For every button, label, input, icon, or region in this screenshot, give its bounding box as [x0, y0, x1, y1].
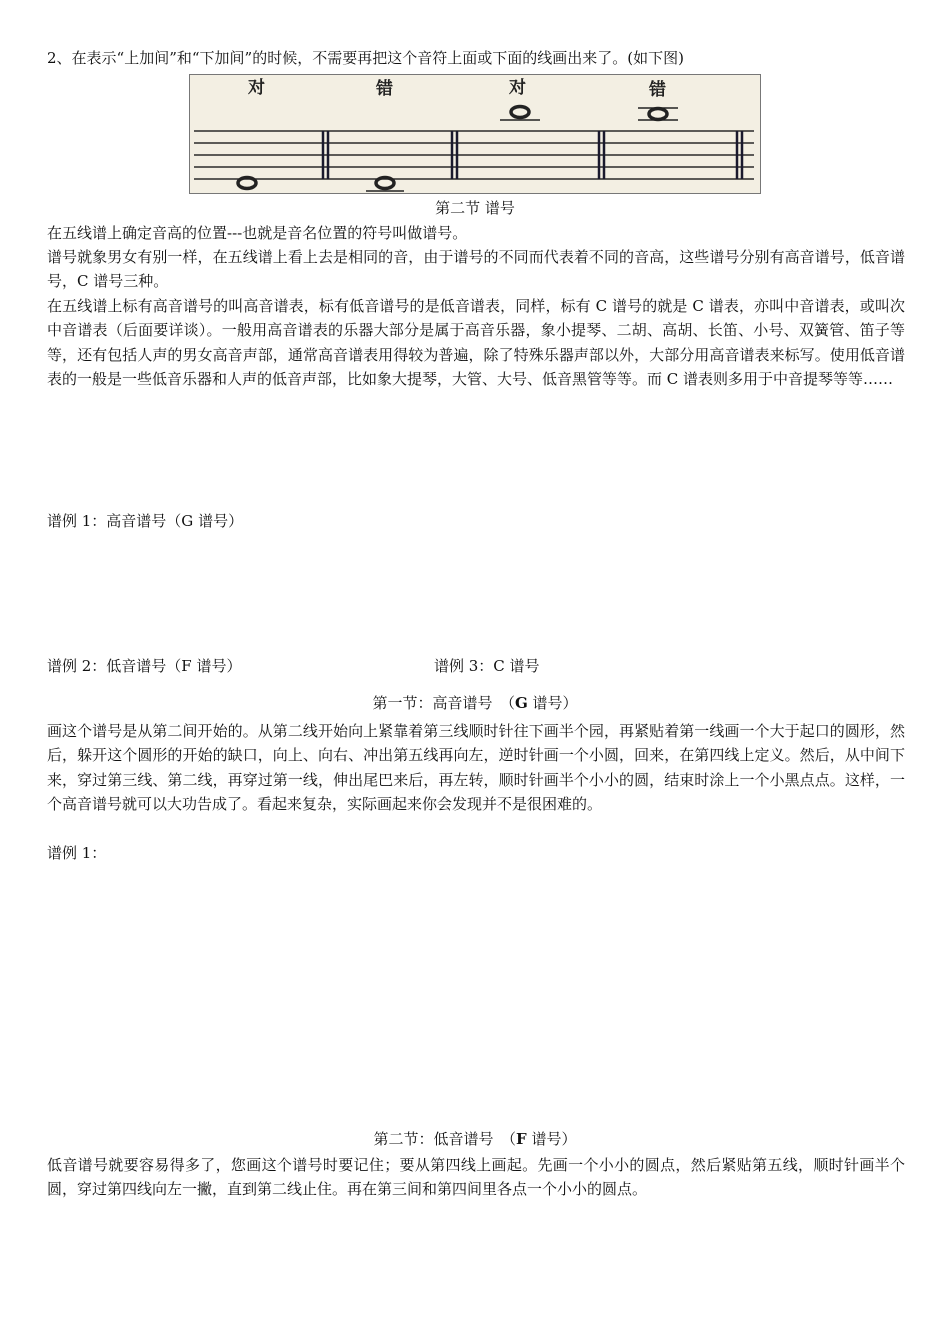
- example-2-caption: 谱例 2：低音谱号（F 谱号）: [47, 657, 242, 675]
- bass-paragraph: 低音谱号就要容易得多了，您画这个谱号时要记住；要从第四线上画起。先画一个小小的圆点，然后紧贴第五线，顺时针画半个圆，穿过第四线向左一撇，直到第二线止住。再在第三间和第四间里各点一个小小的圆点。: [47, 1156, 905, 1199]
- whole-note-correct-above: [500, 107, 540, 121]
- paragraph-2: 谱号就象男女有别一样，在五线谱上看上去是相同的音，由于谱号的不同而代表着不同的音高，这些谱号分别有高音谱号，低音谱号，C 谱号三种。: [47, 248, 905, 291]
- whole-note-correct-below: [238, 178, 256, 189]
- bass-title-prefix: 第二节：低音谱号 （: [373, 1130, 517, 1148]
- bass-title-suffix: 谱号）: [526, 1130, 577, 1148]
- figure-label-wrong-2: 错: [649, 80, 666, 100]
- treble-example-caption: 谱例 1：: [47, 844, 107, 862]
- treble-section-title: [0, 692, 950, 714]
- bass-title-bold: F: [516, 1130, 527, 1148]
- whole-note-wrong-above: [638, 108, 678, 120]
- figure-label-wrong-1: 错: [376, 79, 393, 99]
- figure-label-correct-1: 对: [248, 78, 265, 98]
- treble-title-suffix: 谱号）: [527, 694, 578, 712]
- paragraph-3: 在五线谱上标有高音谱号的叫高音谱表，标有低音谱号的是低音谱表，同样，标有 C 谱号的就是 C 谱表，亦叫中音谱表，或叫次中音谱表（后面要详谈）。一般用高音谱表的乐器大部分是属于高音乐器，象小提琴、二胡、高胡、长笛、小号、双簧管、笛子等等，还有包括人声的男女高音声部，通常高音谱表用得较为普遍，除了特殊乐器声部以外，大部分用高音谱表来标写。使用低音谱表的一般是一些低音乐器和人声的低音声部，比如象大提琴，大管、大号、低音黑管等等。而 C 谱表则多用于中音提琴等等……: [47, 297, 905, 389]
- intro-line: 2、在表示“上加间”和“下加间”的时候，不需要再把这个音符上面或下面的线画出来了。(如下图): [47, 49, 684, 67]
- example-3-caption: 谱例 3：C 谱号: [434, 657, 540, 675]
- treble-title-bold: G: [514, 694, 528, 712]
- treble-paragraph: 画这个谱号是从第二间开始的。从第二线开始向上紧靠着第三线顺时针往下画半个园，再紧贴着第一线画一个大于起口的圆形，然后，躲开这个圆形的开始的缺口，向上、向右、冲出第五线再向左，逆时针画一个小圆，回来，在第四线上定义。然后，从中间下来，穿过第三线、第二线，再穿过第一线，伸出尾巴来后，再左转，顺时针画半个小小的圆，结束时涂上一个小黑点点。这样，一个高音谱号就可以大功告成了。看起来复杂，实际画起来你会发现并不是很困难的。: [47, 722, 905, 814]
- bass-section-title: [0, 1128, 950, 1150]
- figure-label-correct-2: 对: [509, 78, 526, 98]
- paragraph-1: 在五线谱上确定音高的位置---也就是音名位置的符号叫做谱号。: [47, 224, 468, 242]
- treble-title-prefix: 第一节：高音谱号 （: [372, 694, 515, 712]
- example-1-caption: 谱例 1：高音谱号（G 谱号）: [47, 512, 244, 530]
- staff-svg: [190, 75, 760, 193]
- staff-figure: [189, 74, 761, 194]
- section-title: 第二节 谱号: [435, 199, 515, 217]
